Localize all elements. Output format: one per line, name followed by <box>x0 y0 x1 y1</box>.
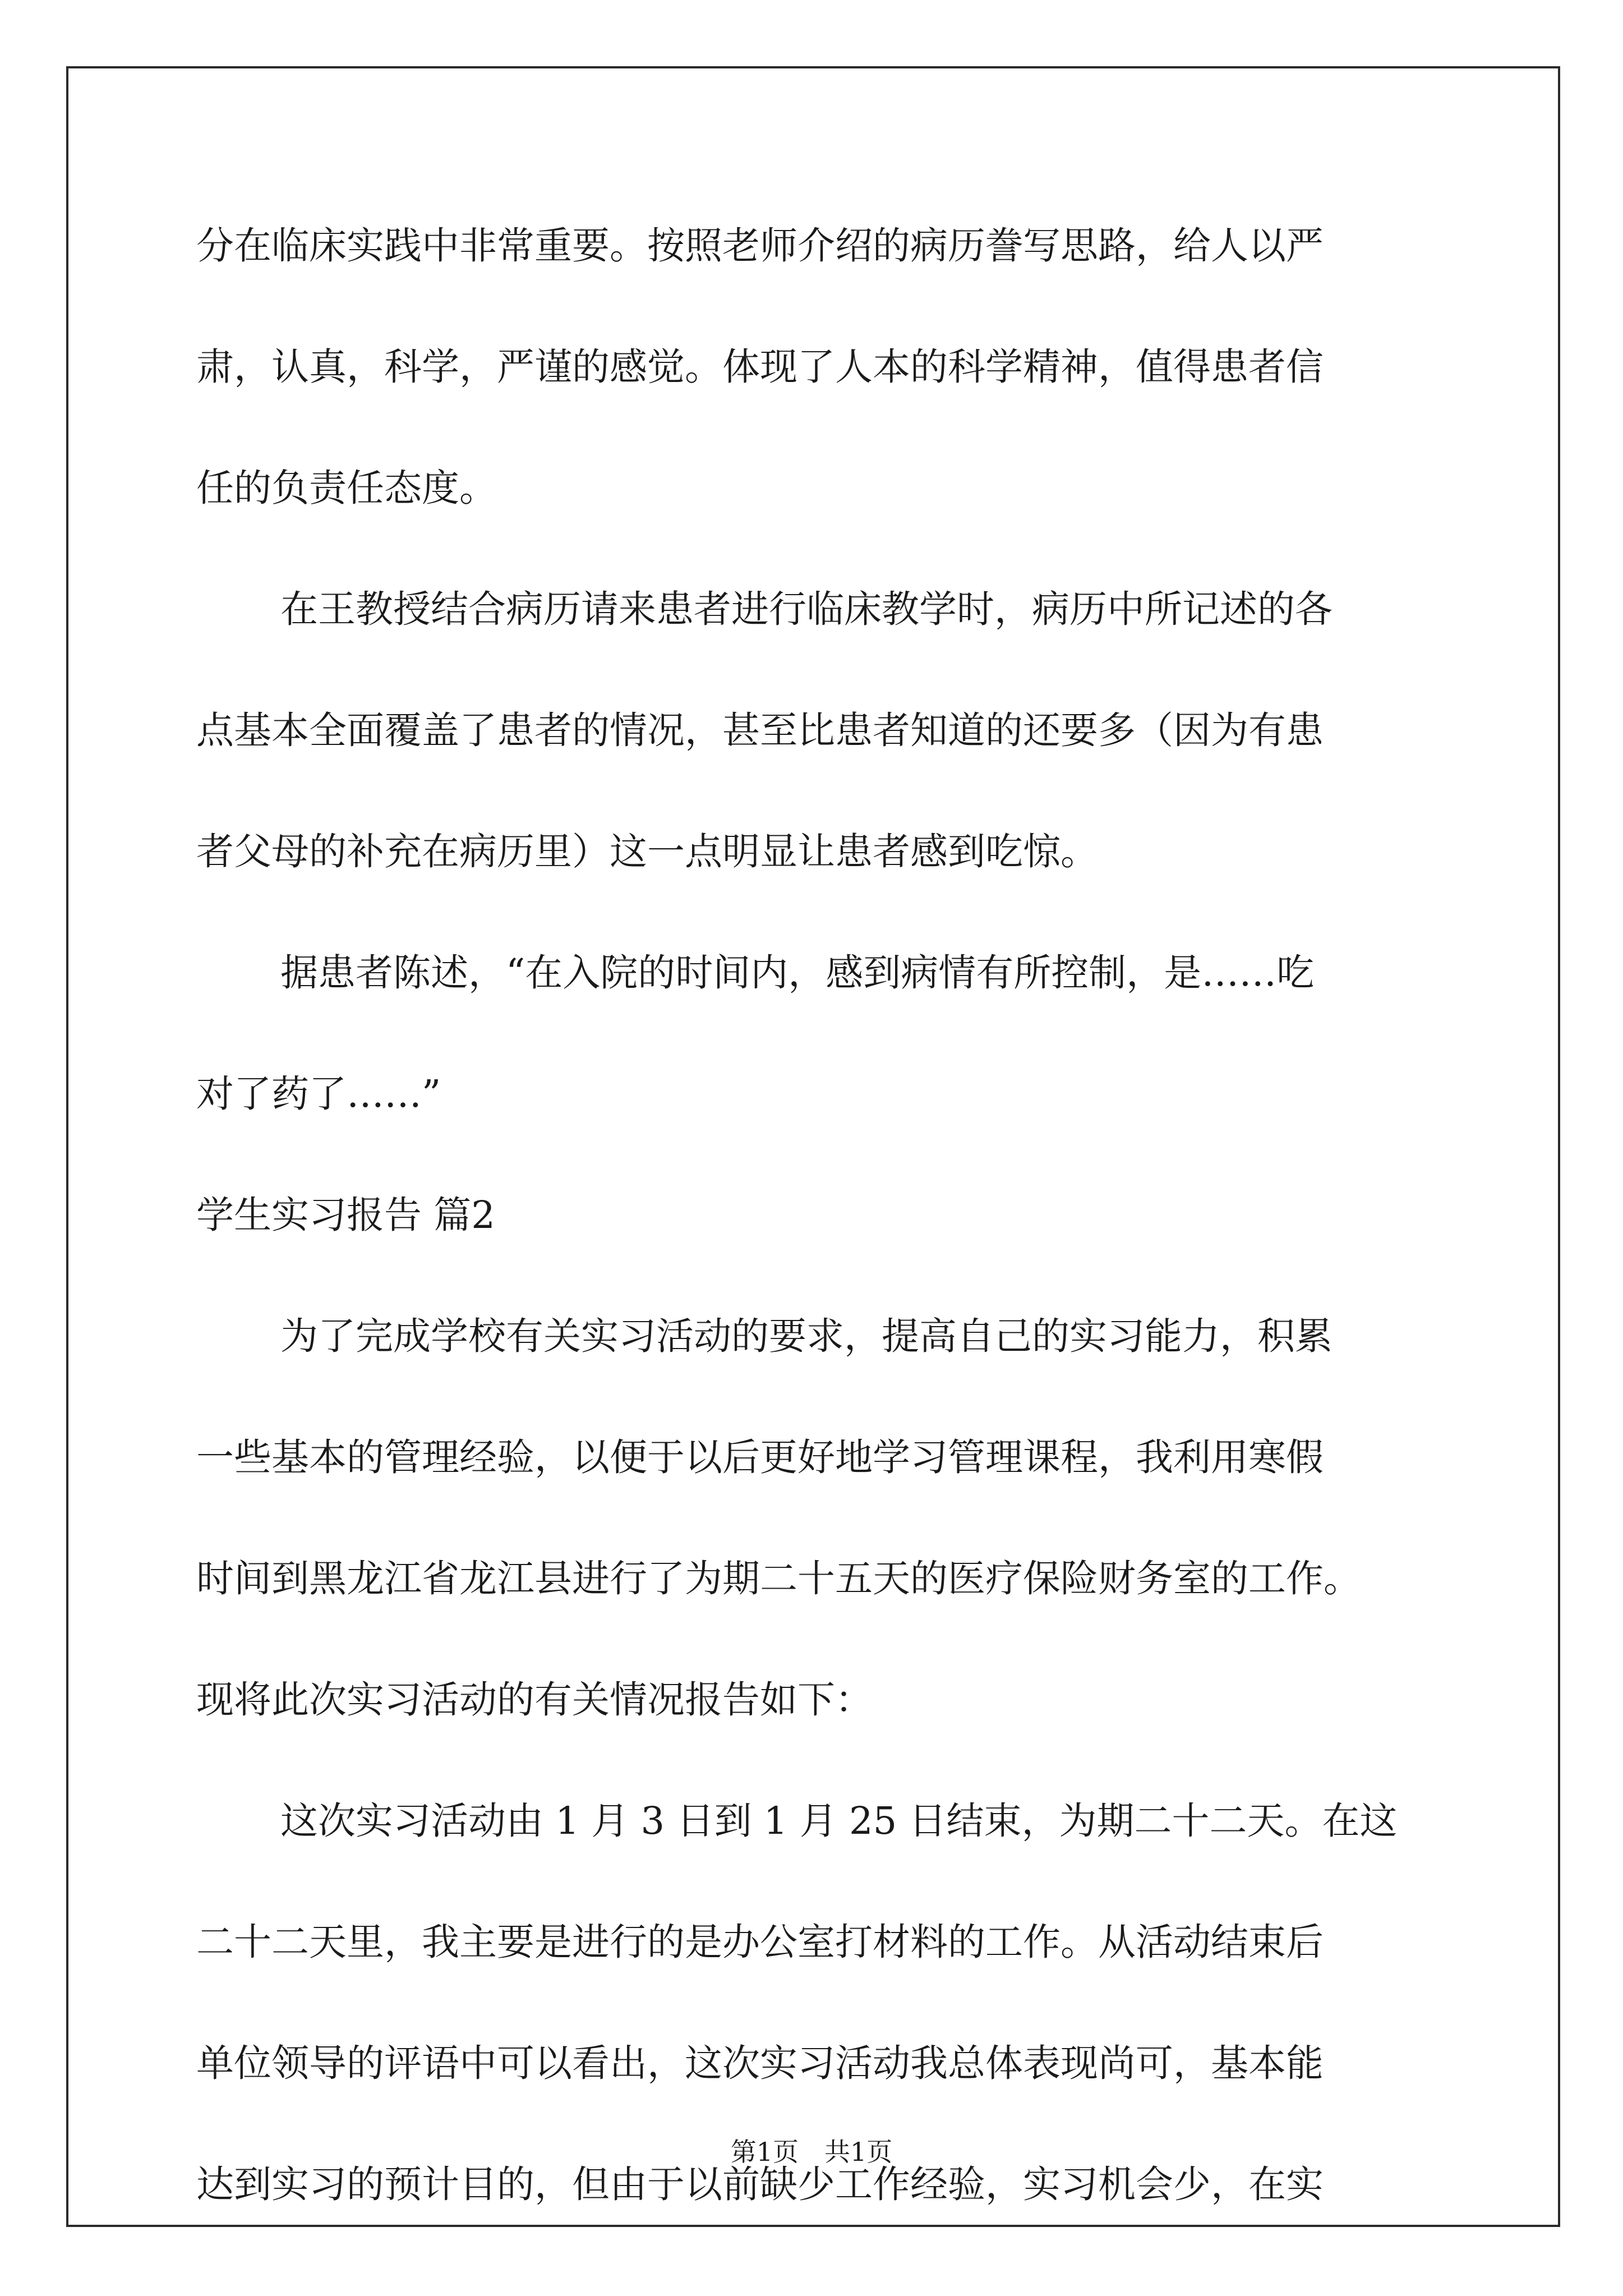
text-line-3: 任的负责任态度。 <box>196 466 497 510</box>
text-line-13: 现将此次实习活动的有关情况报告如下： <box>196 1678 873 1722</box>
text-line-6: 者父母的补充在病历里）这一点明显让患者感到吃惊。 <box>196 830 1098 873</box>
document-body <box>196 185 1430 2245</box>
text-line-12: 时间到黑龙江省龙江县进行了为期二十五天的医疗保险财务室的工作。 <box>196 1557 1361 1600</box>
text-line-8: 对了药了……” <box>196 1072 441 1116</box>
text-line-17: 达到实习的预计目的，但由于以前缺少工作经验，实习机会少，在实 <box>196 2162 1324 2206</box>
page-number-footer: 第1页 共1页 <box>730 2137 893 2167</box>
text-line-15: 二十二天里，我主要是进行的是办公室打材料的工作。从活动结束后 <box>196 1920 1324 1964</box>
text-line-1: 分在临床实践中非常重要。按照老师介绍的病历誊写思路，给人以严 <box>196 224 1324 268</box>
text-line-5: 点基本全面覆盖了患者的情况，甚至比患者知道的还要多（因为有患 <box>196 708 1324 752</box>
section-heading: 学生实习报告 篇2 <box>196 1193 495 1237</box>
text-line-16: 单位领导的评语中可以看出，这次实习活动我总体表现尚可，基本能 <box>196 2041 1324 2085</box>
text-line-4: 在王教授结合病历请来患者进行临床教学时，病历中所记述的各 <box>280 587 1332 631</box>
text-line-7: 据患者陈述，“在入院的时间内，感到病情有所控制，是……吃 <box>280 951 1315 995</box>
text-line-14: 这次实习活动由 1 月 3 日到 1 月 25 日结束，为期二十二天。在这 <box>280 1799 1398 1843</box>
text-line-2: 肃，认真，科学，严谨的感觉。体现了人本的科学精神，值得患者信 <box>196 345 1324 389</box>
text-line-11: 一些基本的管理经验，以便于以后更好地学习管理课程，我利用寒假 <box>196 1435 1324 1479</box>
text-line-10: 为了完成学校有关实习活动的要求，提高自己的实习能力，积累 <box>280 1314 1332 1358</box>
